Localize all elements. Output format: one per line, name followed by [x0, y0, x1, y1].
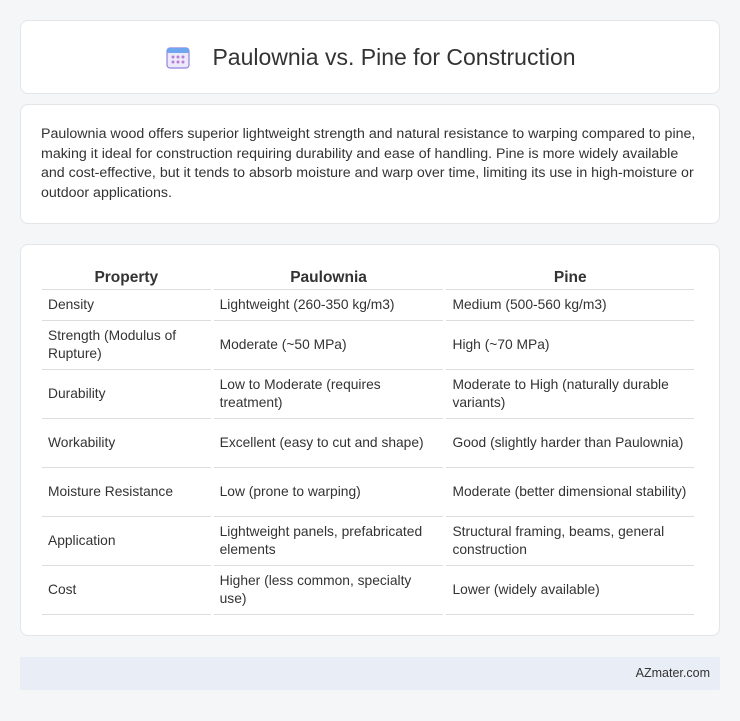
- table-row: [42, 321, 694, 370]
- cell-paulownia: Lightweight panels, prefabricated elements: [214, 517, 444, 566]
- cell-pine: Medium (500-560 kg/m3): [446, 290, 694, 321]
- table-row: [42, 370, 694, 419]
- table-row: [42, 419, 694, 468]
- table-row: [42, 566, 694, 615]
- comparison-table: [39, 265, 697, 615]
- cell-property: Density: [42, 290, 211, 321]
- cell-pine: Moderate (better dimensional stability): [446, 468, 694, 517]
- cell-paulownia: Low (prone to warping): [214, 468, 444, 517]
- header-property: Property: [42, 265, 211, 290]
- footer-brand: AZmater.com: [635, 666, 710, 680]
- cell-property: Strength (Modulus of Rupture): [42, 321, 211, 370]
- table-row: [42, 290, 694, 321]
- header-pine: Pine: [446, 265, 694, 290]
- cell-pine: Lower (widely available): [446, 566, 694, 615]
- cell-pine: High (~70 MPa): [446, 321, 694, 370]
- cell-paulownia: Excellent (easy to cut and shape): [214, 419, 444, 468]
- cell-property: Workability: [42, 419, 211, 468]
- title-card: [20, 20, 720, 94]
- cell-pine: Good (slightly harder than Paulownia): [446, 419, 694, 468]
- table-header-row: [42, 265, 694, 290]
- cell-pine: Moderate to High (naturally durable variants): [446, 370, 694, 419]
- cell-property: Application: [42, 517, 211, 566]
- cell-property: Cost: [42, 566, 211, 615]
- cell-pine: Structural framing, beams, general construction: [446, 517, 694, 566]
- cell-paulownia: Lightweight (260-350 kg/m3): [214, 290, 444, 321]
- header-paulownia: Paulownia: [214, 265, 444, 290]
- cell-paulownia: Higher (less common, specialty use): [214, 566, 444, 615]
- page-title: Paulownia vs. Pine for Construction: [212, 43, 576, 70]
- cell-property: Moisture Resistance: [42, 468, 211, 517]
- cell-property: Durability: [42, 370, 211, 419]
- comparison-table-card: [20, 244, 720, 636]
- cell-paulownia: Low to Moderate (requires treatment): [214, 370, 444, 419]
- table-row: [42, 468, 694, 517]
- footer-bar: [20, 657, 720, 690]
- summary-text: Paulownia wood offers superior lightweight strength and natural resistance to warping compared to pine, making it ideal for construction requiring durability and ease of handling. Pine is more widely available and cost-effective, but it tends to absorb moisture and warp over time, limiting its use in high-moisture or outdoor applications.: [41, 126, 696, 201]
- calendar-icon: [164, 43, 192, 71]
- summary-card: [20, 104, 720, 224]
- table-row: [42, 517, 694, 566]
- cell-paulownia: Moderate (~50 MPa): [214, 321, 444, 370]
